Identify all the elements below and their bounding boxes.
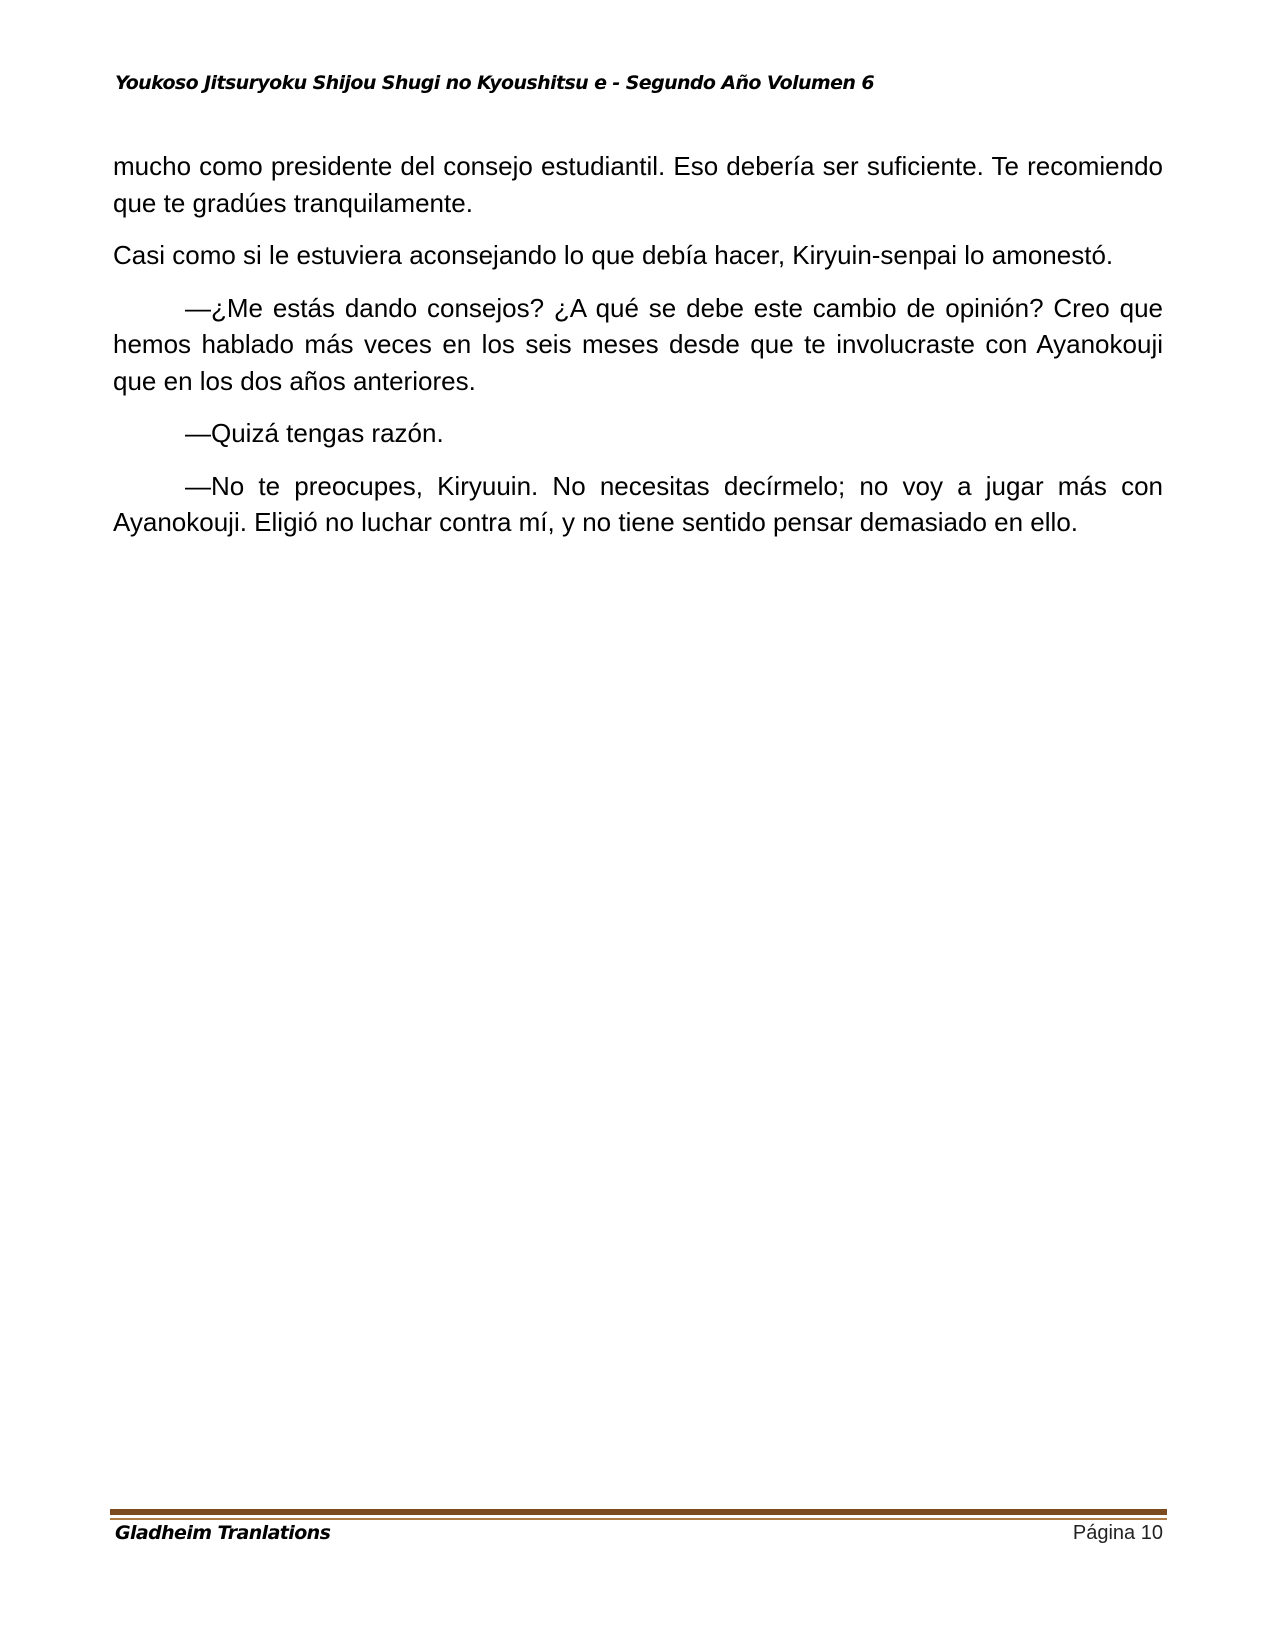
- paragraph: —Quizá tengas razón.: [185, 418, 444, 448]
- paragraph: Casi como si le estuviera aconsejando lo que debía hacer, Kiryuin-senpai lo amonestó.: [113, 240, 1114, 270]
- paragraph: —¿Me estás dando consejos? ¿A qué se debe este cambio de opinión? Creo que hemos hablado más veces en los seis meses desde que te involucraste con Ayanokouji que en los dos años anteriores.: [113, 292, 1163, 396]
- page-number: [1073, 1522, 1163, 1545]
- paragraph: —No te preocupes, Kiryuuin. No necesitas decírmelo; no voy a jugar más con Ayanokouji. Eligió no luchar contra mí, y no tiene sentido pensar demasiado en ello.: [113, 470, 1163, 537]
- paragraph: mucho como presidente del consejo estudiantil. Eso debería ser suficiente. Te recomiendo que te gradúes tranquilamente.: [113, 151, 1163, 218]
- page-body: [113, 148, 1163, 557]
- footer-rule: [110, 1509, 1167, 1515]
- page-label: Página: [1072, 1522, 1136, 1544]
- footer-publisher: Gladheim Tranlations: [115, 1522, 331, 1544]
- page-number-value: 10: [1140, 1522, 1163, 1544]
- footer-rule-thin: [110, 1518, 1167, 1520]
- running-header: Youkoso Jitsuryoku Shijou Shugi no Kyoushitsu e - Segundo Año Volumen 6: [115, 72, 874, 94]
